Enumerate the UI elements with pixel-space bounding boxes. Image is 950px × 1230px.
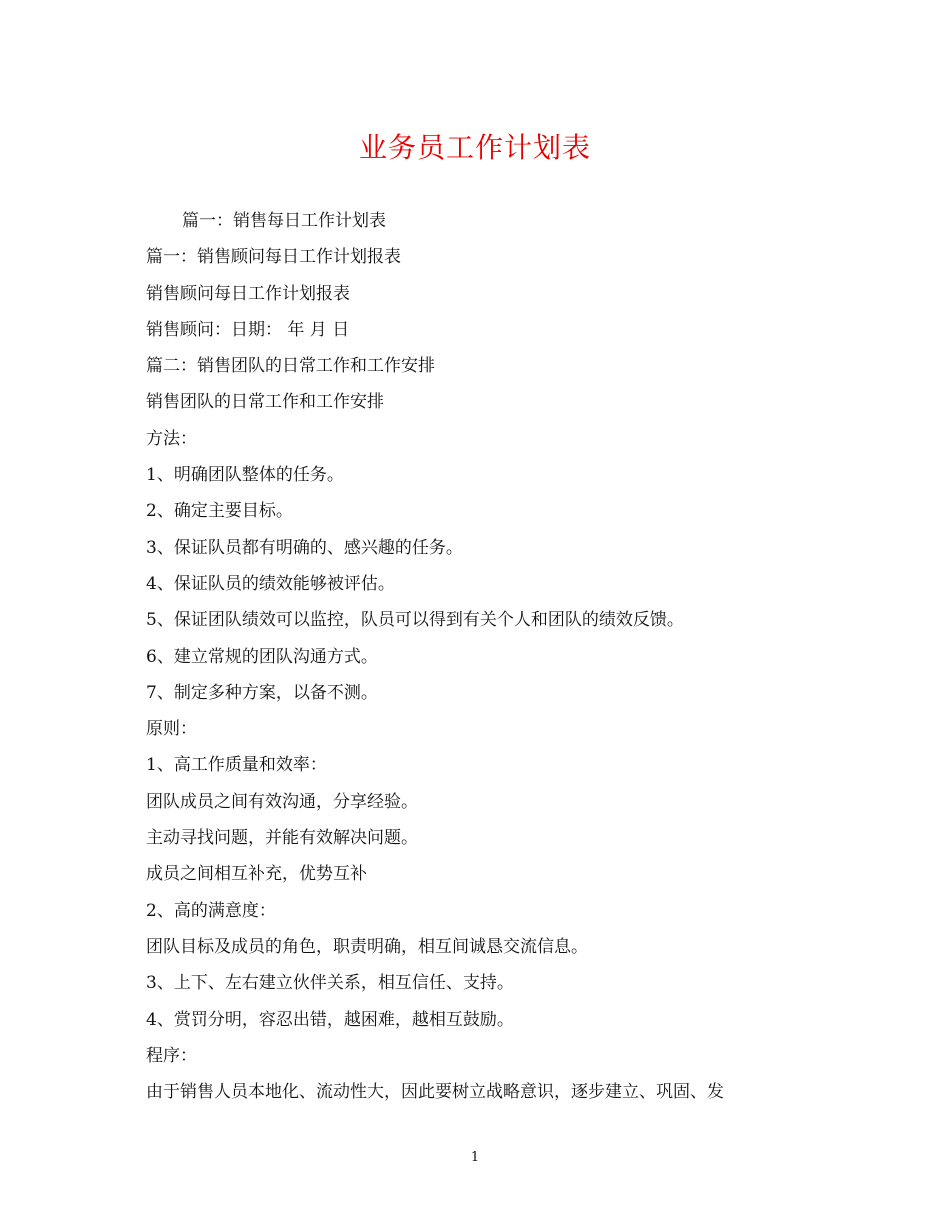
text-line: 由于销售人员本地化、流动性大，因此要树立战略意识，逐步建立、巩固、发 xyxy=(146,1082,724,1103)
text-line: 主动寻找问题，并能有效解决问题。 xyxy=(146,828,418,849)
text-line: 6、建立常规的团队沟通方式。 xyxy=(146,646,378,667)
text-line: 销售团队的日常工作和工作安排 xyxy=(146,392,384,413)
text-line: 4、保证队员的绩效能够被评估。 xyxy=(146,573,395,594)
text-line: 7、制定多种方案，以备不测。 xyxy=(146,682,378,703)
text-line: 销售顾问：日期： 年 月 日 xyxy=(146,319,350,340)
text-line: 篇一：销售顾问每日工作计划报表 xyxy=(146,247,401,268)
text-line: 成员之间相互补充，优势互补 xyxy=(146,864,367,885)
text-line: 1、高工作质量和效率： xyxy=(146,755,327,776)
text-line: 团队成员之间有效沟通，分享经验。 xyxy=(146,791,418,812)
text-line: 篇二：销售团队的日常工作和工作安排 xyxy=(146,356,435,377)
text-line: 团队目标及成员的角色，职责明确，相互间诚恳交流信息。 xyxy=(146,936,588,957)
text-line: 2、高的满意度： xyxy=(146,900,276,921)
section-heading-line: 篇一：销售每日工作计划表 xyxy=(182,211,386,231)
text-line: 程序： xyxy=(146,1045,197,1066)
text-line: 4、赏罚分明，容忍出错，越困难，越相互鼓励。 xyxy=(146,1009,514,1030)
text-line: 3、上下、左右建立伙伴关系，相互信任、支持。 xyxy=(146,973,514,994)
text-line: 2、确定主要目标。 xyxy=(146,501,293,522)
text-line: 1、明确团队整体的任务。 xyxy=(146,465,344,486)
text-line: 3、保证队员都有明确的、感兴趣的任务。 xyxy=(146,537,463,558)
text-line: 5、保证团队绩效可以监控，队员可以得到有关个人和团队的绩效反馈。 xyxy=(146,610,684,631)
document-title: 业务员工作计划表 xyxy=(358,131,591,164)
page-number: 1 xyxy=(470,1150,480,1165)
text-line: 销售顾问每日工作计划报表 xyxy=(146,283,350,304)
text-line: 原则： xyxy=(146,719,197,740)
text-line: 方法： xyxy=(146,428,197,449)
document-body xyxy=(146,203,826,1110)
